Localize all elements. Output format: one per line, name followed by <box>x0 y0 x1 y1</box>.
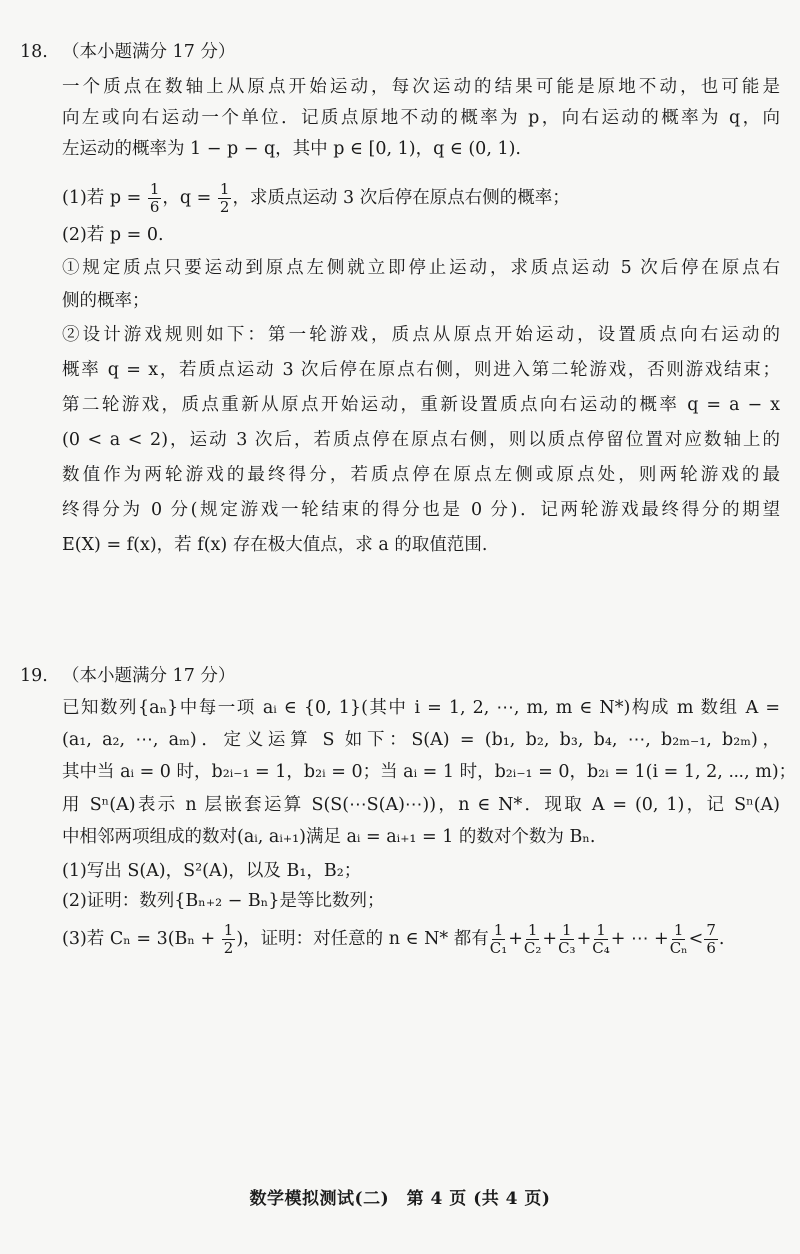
fraction <box>148 181 162 216</box>
fraction <box>704 922 718 957</box>
problem-text-line <box>62 760 797 784</box>
text-segment: 左运动的概率为 1 − p − q，其中 p ∈ [0, 1)，q ∈ (0, 1). <box>62 139 521 159</box>
text-segment: + <box>576 929 592 949</box>
problem-score-note <box>62 40 780 64</box>
problem-text-line <box>62 728 780 752</box>
problem-text-line <box>62 393 780 417</box>
text-segment: 已知数列{aₙ}中每一项 aᵢ ∈ {0, 1}(其中 i = 1, 2, ⋯, m, m ∈ N*)构成 m 数组 A = <box>62 698 780 718</box>
text-segment: (1)写出 S(A)，S²(A)，以及 B₁，B₂； <box>62 861 362 881</box>
fraction <box>558 922 576 957</box>
denominator: C₁ <box>489 939 508 957</box>
text-segment: ，q = <box>162 188 217 208</box>
text-segment: (0 < a < 2)，运动 3 次后，若质点停在原点右侧，则以质点停留位置对应数轴上的 <box>62 430 780 450</box>
text-segment: ，求质点运动 3 次后停在原点右侧的概率； <box>232 188 570 208</box>
numerator: 1 <box>673 921 684 939</box>
text-segment: 向左或向右运动一个单位．记质点原地不动的概率为 p，向右运动的概率为 q，向 <box>62 108 780 128</box>
denominator: Cₙ <box>669 939 688 957</box>
problem-text-line <box>62 428 780 452</box>
problem-text-line <box>62 75 780 99</box>
denominator: C₂ <box>523 939 542 957</box>
numerator: 1 <box>219 180 230 198</box>
text-segment: (a₁, a₂, ⋯, aₘ)．定义运算 S 如下：S(A) = (b₁, b₂, b₃, b₄, ⋯, b₂ₘ₋₁, b₂ₘ)， <box>62 730 780 750</box>
denominator: C₃ <box>558 939 576 957</box>
text-segment: (1)若 p = <box>62 188 147 208</box>
problem-text-line <box>62 223 780 247</box>
text-segment: 第二轮游戏，质点重新从原点开始运动，重新设置质点向右运动的概率 q = a − x <box>62 395 780 415</box>
text-segment: 其中当 aᵢ = 0 时，b₂ᵢ₋₁ = 1，b₂ᵢ = 0；当 aᵢ = 1 时，b₂ᵢ₋₁ = 0，b₂ᵢ = 1(i = 1, 2, ⋯, m)； <box>62 762 797 782</box>
denominator: 6 <box>706 939 716 957</box>
problem-number: 18. <box>20 42 48 62</box>
page-footer: 数学模拟测试(二) 第 4 页 (共 4 页) <box>249 1189 551 1209</box>
text-segment: 用 Sⁿ(A)表示 n 层嵌套运算 S(S(⋯S(A)⋯))，n ∈ N*．现取 A = (0, 1)，记 Sⁿ(A) <box>62 795 780 815</box>
fraction <box>222 922 236 957</box>
text-segment: 终得分为 0 分(规定游戏一轮结束的得分也是 0 分)．记两轮游戏最终得分的期望 <box>62 500 780 520</box>
text-segment: + ⋯ + <box>610 929 669 949</box>
text-segment: ①规定质点只要运动到原点左侧就立即停止运动，求质点运动 5 次后停在原点右 <box>62 258 780 278</box>
fraction <box>670 922 688 957</box>
text-segment: (2)若 p = 0. <box>62 225 164 245</box>
denominator: 6 <box>149 198 160 216</box>
problem-text-line <box>62 825 780 849</box>
text-segment: . <box>718 929 725 949</box>
fraction <box>218 181 232 216</box>
problem-text-line <box>62 793 780 817</box>
problem-text-line <box>62 463 780 487</box>
text-segment: 中相邻两项组成的数对(aᵢ, aᵢ₊₁)满足 aᵢ = aᵢ₊₁ = 1 的数对个数为 Bₙ. <box>62 827 596 847</box>
text-segment: (2)证明：数列{Bₙ₊₂ − Bₙ}是等比数列； <box>62 891 385 911</box>
text-segment: 一个质点在数轴上从原点开始运动，每次运动的结果可能是原地不动，也可能是 <box>62 77 780 97</box>
numerator: 1 <box>493 921 504 939</box>
text-segment: + <box>542 929 558 949</box>
denominator: 2 <box>223 939 234 957</box>
problem-text-line <box>62 323 780 347</box>
text-segment: + <box>508 929 523 949</box>
problem-text-line <box>62 859 780 883</box>
problem-text-line <box>62 498 780 522</box>
problem-text-line <box>62 358 780 382</box>
numerator: 1 <box>223 921 234 939</box>
numerator: 1 <box>596 921 606 939</box>
text-segment: （本小题满分 17 分） <box>62 666 236 686</box>
problem-number: 19. <box>20 666 48 686</box>
fraction <box>524 922 542 957</box>
numerator: 1 <box>149 180 160 198</box>
numerator: 1 <box>527 921 538 939</box>
text-segment: （本小题满分 17 分） <box>62 42 236 62</box>
denominator: 2 <box>219 198 230 216</box>
numerator: 7 <box>706 921 716 939</box>
problem-text-line <box>62 137 780 161</box>
problem-text-line <box>62 181 780 216</box>
problem-text-line <box>62 533 780 557</box>
text-segment: )，证明：对任意的 n ∈ N* 都有 <box>236 929 489 949</box>
fraction <box>592 922 610 957</box>
fraction <box>490 922 508 957</box>
problem-text-line <box>62 889 780 913</box>
text-segment: < <box>688 929 704 949</box>
problem-text-line <box>62 696 780 720</box>
numerator: 1 <box>562 921 572 939</box>
problem-score-note <box>62 664 780 688</box>
text-segment: (3)若 Cₙ = 3(Bₙ + <box>62 929 221 949</box>
denominator: C₄ <box>592 939 610 957</box>
problem-text-line <box>62 922 780 957</box>
text-segment: 概率 q = x，若质点运动 3 次后停在原点右侧，则进入第二轮游戏，否则游戏结束； <box>62 360 780 380</box>
text-segment: ②设计游戏规则如下：第一轮游戏，质点从原点开始运动，设置质点向右运动的 <box>62 325 780 345</box>
text-segment: 数值作为两轮游戏的最终得分，若质点停在原点左侧或原点处，则两轮游戏的最 <box>62 465 780 485</box>
text-segment: E(X) = f(x)，若 f(x) 存在极大值点，求 a 的取值范围. <box>62 535 488 555</box>
problem-text-line <box>62 106 780 130</box>
problem-text-line <box>62 289 780 313</box>
problem-text-line <box>62 256 780 280</box>
text-segment: 侧的概率； <box>62 291 150 311</box>
